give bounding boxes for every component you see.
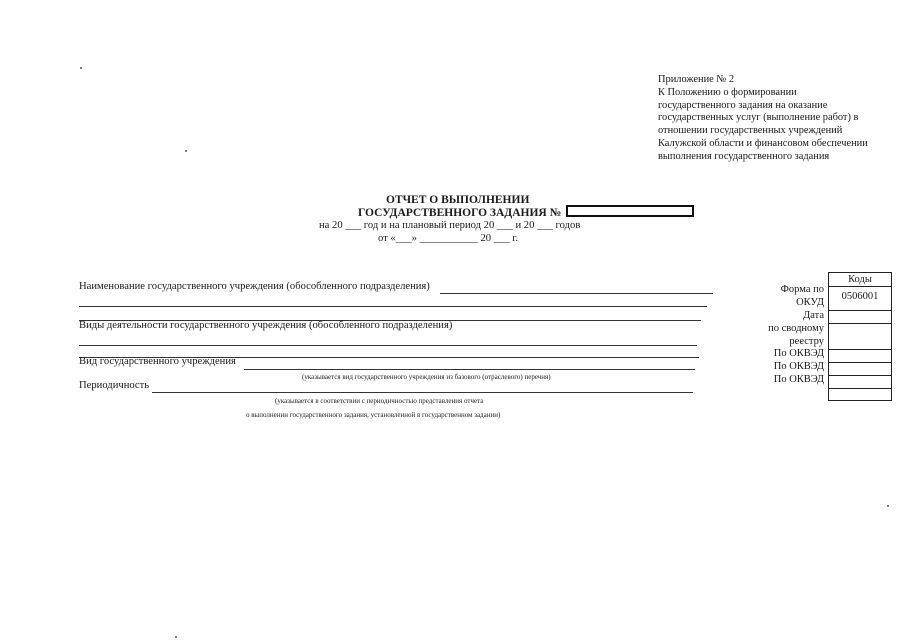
appendix-line: государственного задания на оказание bbox=[658, 99, 828, 111]
periodicity-line[interactable] bbox=[152, 392, 693, 393]
scan-speck bbox=[175, 636, 177, 638]
activity-types-label: Виды деятельности государственного учреждения (обособленного подразделения) bbox=[79, 320, 453, 331]
date-code-cell[interactable] bbox=[829, 310, 891, 311]
activity-line-1[interactable] bbox=[79, 345, 697, 346]
appendix-line: государственных услуг (выполнение работ) в bbox=[658, 112, 859, 124]
scan-speck bbox=[80, 67, 82, 69]
institution-name-label: Наименование государственного учреждения (обособленного подразделения) bbox=[79, 281, 430, 292]
okud-label: ОКУД bbox=[796, 297, 824, 308]
okved-label-1: По ОКВЭД bbox=[773, 348, 824, 359]
appendix-line: Приложение № 2 bbox=[658, 74, 735, 85]
po-svodnomu-label: по сводному bbox=[768, 323, 824, 334]
okud-code-cell: 0506001 bbox=[841, 291, 879, 302]
periodicity-hint-1: (указывается в соответствии с периодичностью представления отчета bbox=[275, 397, 484, 405]
scan-speck bbox=[185, 150, 187, 152]
periodicity-hint-2: о выполнении государственного задания, установленной в государственном задании) bbox=[246, 411, 501, 419]
codes-table bbox=[828, 272, 892, 401]
okved-code-cell-2[interactable] bbox=[829, 362, 891, 363]
report-title-line1: ОТЧЕТ О ВЫПОЛНЕНИИ bbox=[386, 194, 530, 206]
okved-label-3: По ОКВЭД bbox=[773, 374, 824, 385]
periodicity-label: Периодичность bbox=[79, 380, 150, 391]
okved-code-cell-1[interactable] bbox=[829, 349, 891, 350]
appendix-line: выполнения государственного задания bbox=[658, 150, 830, 162]
codes-bottom-divider bbox=[829, 388, 891, 389]
institution-type-hint: (указывается вид государственного учреждения из базового (отраслевого) перечня) bbox=[302, 373, 551, 381]
reestru-label: реестру bbox=[789, 336, 824, 347]
institution-name-line[interactable] bbox=[440, 293, 713, 294]
okved-code-cell-3[interactable] bbox=[829, 375, 891, 376]
institution-name-line-2[interactable] bbox=[79, 306, 707, 307]
appendix-note bbox=[658, 74, 868, 164]
report-date-line: от «___» ___________ 20 ___ г. bbox=[378, 233, 519, 244]
appendix-line: Калужской области и финансовом обеспечении bbox=[658, 137, 868, 149]
institution-type-label: Вид государственного учреждения bbox=[79, 356, 236, 367]
report-period-line: на 20 ___ год и на плановый период 20 ___ и 20 ___ годов bbox=[319, 220, 581, 231]
institution-type-line[interactable] bbox=[244, 369, 695, 370]
registry-code-cell[interactable] bbox=[829, 323, 891, 324]
scan-speck bbox=[887, 505, 889, 507]
codes-divider bbox=[829, 286, 891, 287]
okved-label-2: По ОКВЭД bbox=[773, 361, 824, 372]
appendix-line: К Положению о формировании bbox=[658, 86, 797, 98]
appendix-line: отношении государственных учреждений bbox=[658, 125, 843, 137]
date-label: Дата bbox=[803, 310, 824, 321]
report-number-field[interactable] bbox=[566, 205, 694, 217]
forma-po-label: Форма по bbox=[780, 284, 824, 295]
codes-header: Коды bbox=[848, 274, 872, 285]
report-title-line2: ГОСУДАРСТВЕННОГО ЗАДАНИЯ № bbox=[358, 207, 562, 219]
